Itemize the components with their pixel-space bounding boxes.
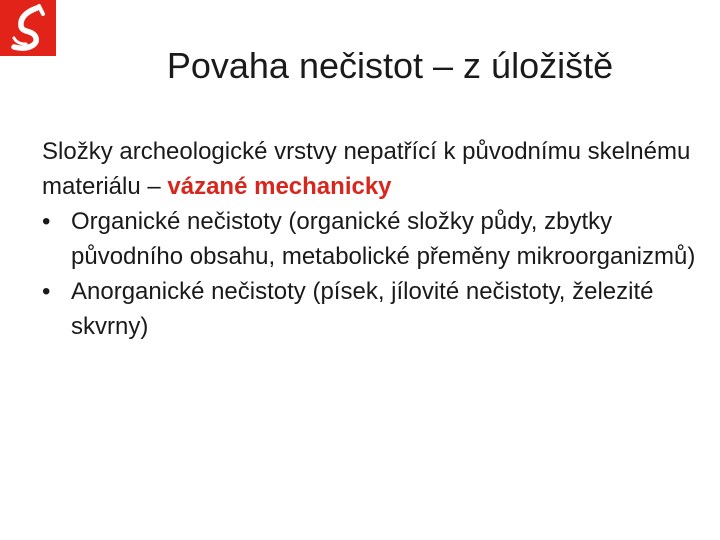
bullet-text: Organické nečistoty (organické složky půdy, zbytky původního obsahu, metabolické přeměny mikroorganizmů) [71,208,696,270]
bullet-icon: • [42,278,51,305]
intro-paragraph [42,134,702,204]
bullet-list [42,204,702,344]
intro-highlight: vázané mechanicky [167,173,392,200]
list-item [42,274,702,344]
slide-body [42,134,702,344]
bullet-icon: • [42,208,51,235]
intro-text: Složky archeologické vrstvy nepatřící k původnímu skelnému materiálu – [42,138,691,200]
bullet-text: Anorganické nečistoty (písek, jílovité nečistoty, železité skvrny) [71,278,654,340]
slide-title: Povaha nečistot – z úložiště [166,45,614,86]
list-item [42,204,702,274]
institution-logo-icon [0,0,56,56]
